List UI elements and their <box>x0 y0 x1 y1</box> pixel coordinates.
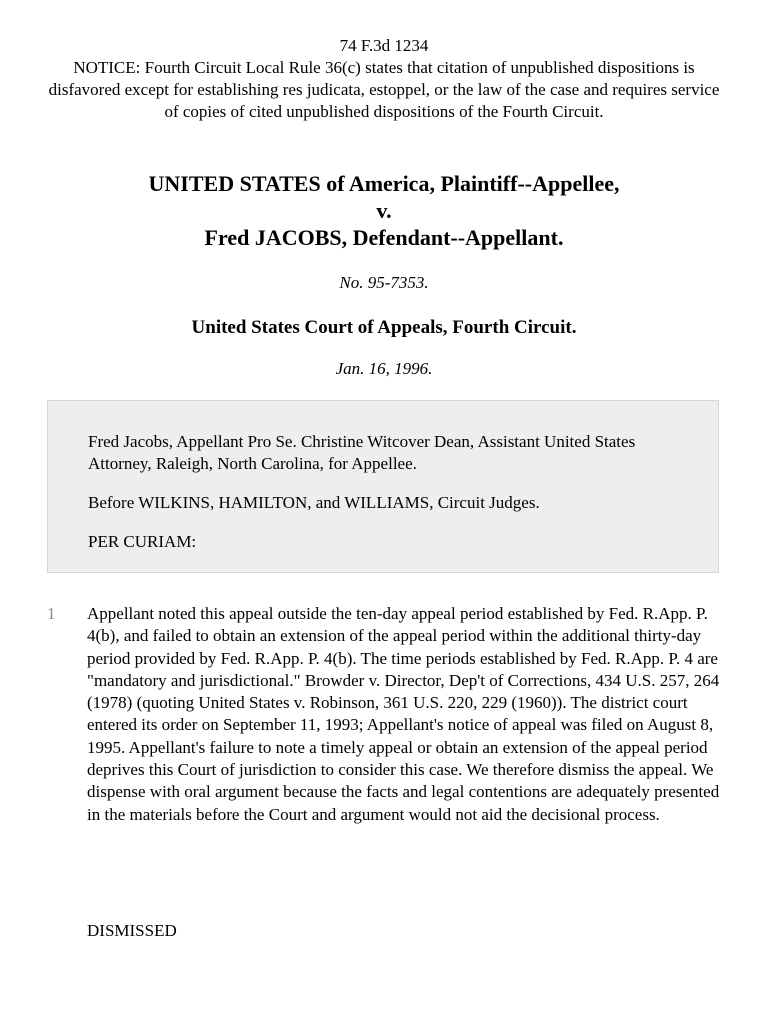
counsel-panel <box>47 400 719 573</box>
plaintiff-line: UNITED STATES of America, Plaintiff--Appellee, <box>148 171 620 196</box>
judges-panel: Before WILKINS, HAMILTON, and WILLIAMS, Circuit Judges. <box>88 493 540 512</box>
unpublished-notice: NOTICE: Fourth Circuit Local Rule 36(c) states that citation of unpublished dispositions is disfavored except for establishing res judicata, estoppel, or the law of the case and requires service of copies of cited unpublished dispositions of the Fourth Circuit. <box>48 58 720 121</box>
docket-number: No. 95-7353. <box>339 273 429 292</box>
court-name: United States Court of Appeals, Fourth Circuit. <box>191 317 577 338</box>
disposition: DISMISSED <box>87 921 177 940</box>
reporter-citation: 74 F.3d 1234 <box>339 36 429 55</box>
paragraph-number: 1 <box>47 604 56 623</box>
case-caption <box>40 170 728 251</box>
defendant-line: Fred JACOBS, Defendant--Appellant. <box>204 225 564 250</box>
versus-line: v. <box>376 198 392 223</box>
opinion-author: PER CURIAM: <box>88 532 197 551</box>
counsel-attorneys: Fred Jacobs, Appellant Pro Se. Christine Witcover Dean, Assistant United States Attorney, Raleigh, North Carolina, for Appellee. <box>88 432 636 473</box>
decision-date: Jan. 16, 1996. <box>335 359 433 378</box>
opinion-paragraph: Appellant noted this appeal outside the ten-day appeal period established by Fed. R.App. P. 4(b), and failed to obtain an extension of the appeal period within the additional thirty-day period provided by Fed. R.App. P. 4(b). The time periods established by Fed. R.App. P. 4 are "mandatory and jurisdictional." Browder v. Director, Dep't of Corrections, 434 U.S. 257, 264 (1978) (quoting United States v. Robinson, 361 U.S. 220, 229 (1960)). The district court entered its order on September 11, 1993; Appellant's notice of appeal was filed on August 8, 1995. Appellant's failure to note a timely appeal or obtain an extension of the appeal period deprives this Court of jurisdiction to consider this case. We therefore dismiss the appeal. We dispense with oral argument because the facts and legal contentions are adequately presented in the materials before the Court and argument would not aid the decisional process. <box>87 604 720 824</box>
document-header <box>40 35 728 123</box>
